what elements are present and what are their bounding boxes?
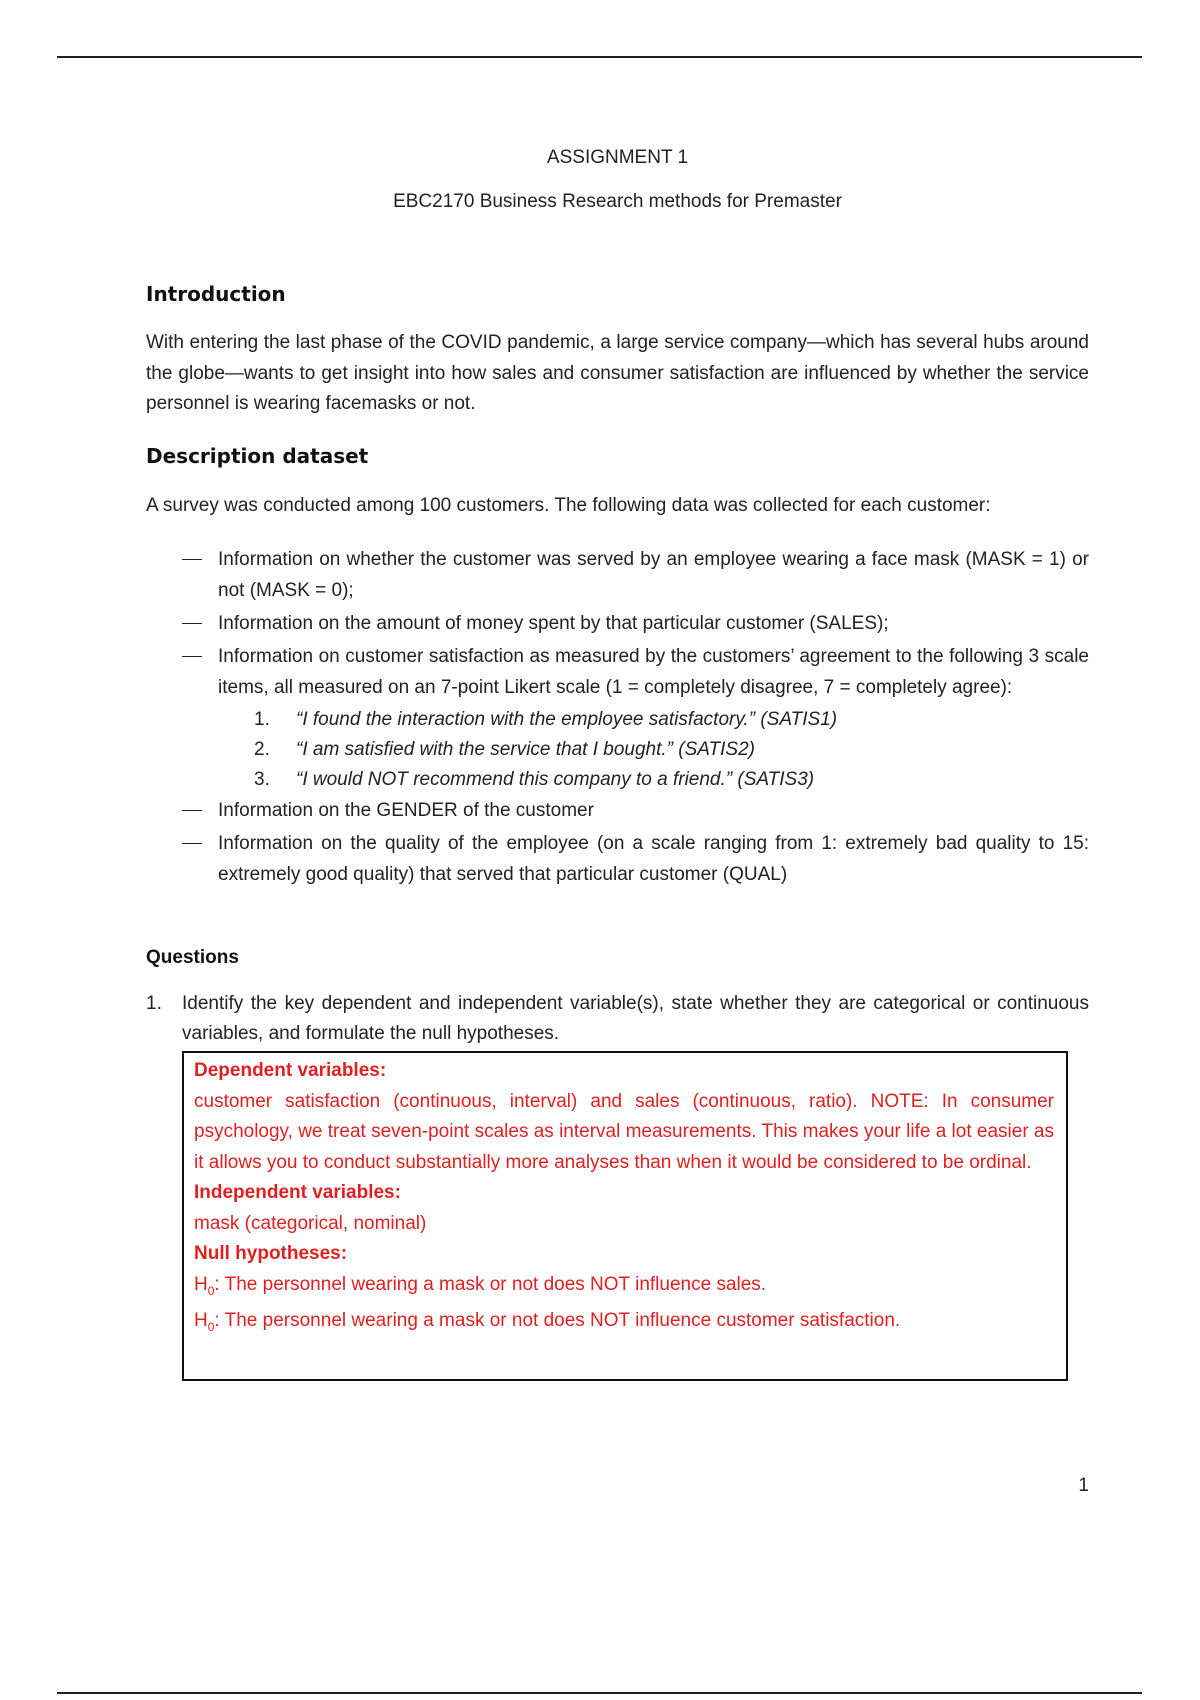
- top-rule: [57, 56, 1142, 58]
- h-letter: H: [194, 1273, 208, 1295]
- null-hypothesis-sales: [194, 1270, 1054, 1306]
- bullet-text: Information on customer satisfaction as measured by the customers’ agreement to the following 3 scale items, all measured on an 7-point Likert scale (1 = completely disagree, 7 = completely agree):: [218, 646, 1089, 698]
- bullet-text: Information on the GENDER of the customer: [218, 800, 594, 821]
- satisfaction-item: [146, 705, 1089, 735]
- satisfaction-items-list: [146, 705, 1089, 795]
- bullet-mask: [146, 544, 1089, 606]
- dataset-bullet-list: [146, 544, 1089, 892]
- dash-marker: [182, 656, 202, 657]
- bullet-sales: [146, 608, 1089, 639]
- item-number: 1.: [254, 709, 270, 730]
- item-number: 3.: [254, 769, 270, 790]
- introduction-text: With entering the last phase of the COVID pandemic, a large service company—which has several hubs around the globe—wants to get insight into how sales and consumer satisfaction are influenced by whether the service personnel is wearing facemasks or not.: [146, 332, 1089, 414]
- h-subscript: 0: [207, 1319, 215, 1334]
- answer-box: [182, 1051, 1068, 1381]
- dash-marker: [182, 559, 202, 560]
- assignment-title: ASSIGNMENT 1: [546, 147, 689, 168]
- question-text: Identify the key dependent and independent variable(s), state whether they are categorical or continuous variables, and formulate the null hypotheses.: [182, 993, 1089, 1044]
- satisfaction-item: [146, 765, 1089, 795]
- satisfaction-item: [146, 735, 1089, 765]
- dataset-heading: Description dataset: [146, 444, 369, 468]
- null-hypothesis-satisfaction: [194, 1306, 1054, 1342]
- bottom-rule: [57, 1692, 1142, 1694]
- page-number: 1: [1078, 1475, 1089, 1496]
- item-text: “I would NOT recommend this company to a friend.” (SATIS3): [296, 769, 815, 790]
- dependent-text: customer satisfaction (continuous, interval) and sales (continuous, ratio). NOTE: In consumer psychology, we treat seven-point scales as interval measurements. This makes your life a lot easier as it allows you to conduct substantially more analyses than when it would be considered to be ordinal.: [194, 1090, 1054, 1173]
- h-letter: H: [194, 1309, 208, 1331]
- dependent-label: Dependent variables:: [194, 1060, 387, 1081]
- introduction-heading: Introduction: [146, 282, 286, 306]
- null-label: Null hypotheses:: [194, 1243, 348, 1264]
- independent-label: Independent variables:: [194, 1182, 401, 1203]
- dash-marker: [182, 623, 202, 624]
- bullet-text: Information on the quality of the employee (on a scale ranging from 1: extremely bad quality to 15: extremely good quality) that served that particular customer (QUAL): [218, 833, 1089, 885]
- bullet-text: Information on whether the customer was served by an employee wearing a face mask (MASK = 1) or not (MASK = 0);: [218, 549, 1089, 601]
- hypothesis-text: : The personnel wearing a mask or not does NOT influence customer satisfaction.: [214, 1309, 901, 1331]
- bullet-satisfaction: [146, 641, 1089, 703]
- hypothesis-text: : The personnel wearing a mask or not does NOT influence sales.: [214, 1273, 767, 1295]
- independent-text: mask (categorical, nominal): [194, 1212, 427, 1234]
- h-subscript: 0: [207, 1283, 215, 1298]
- question-number: 1.: [146, 993, 162, 1014]
- bullet-text: Information on the amount of money spent by that particular customer (SALES);: [218, 613, 889, 634]
- dash-marker: [182, 810, 202, 811]
- dash-marker: [182, 843, 202, 844]
- question-1: [146, 989, 1089, 1049]
- dataset-intro: A survey was conducted among 100 customers. The following data was collected for each customer:: [146, 495, 991, 516]
- course-title: EBC2170 Business Research methods for Premaster: [393, 191, 842, 212]
- item-number: 2.: [254, 739, 270, 760]
- questions-heading: Questions: [146, 947, 239, 968]
- item-text: “I am satisfied with the service that I bought.” (SATIS2): [296, 739, 755, 760]
- bullet-gender: [146, 795, 1089, 826]
- item-text: “I found the interaction with the employee satisfactory.” (SATIS1): [296, 709, 838, 730]
- bullet-quality: [146, 828, 1089, 890]
